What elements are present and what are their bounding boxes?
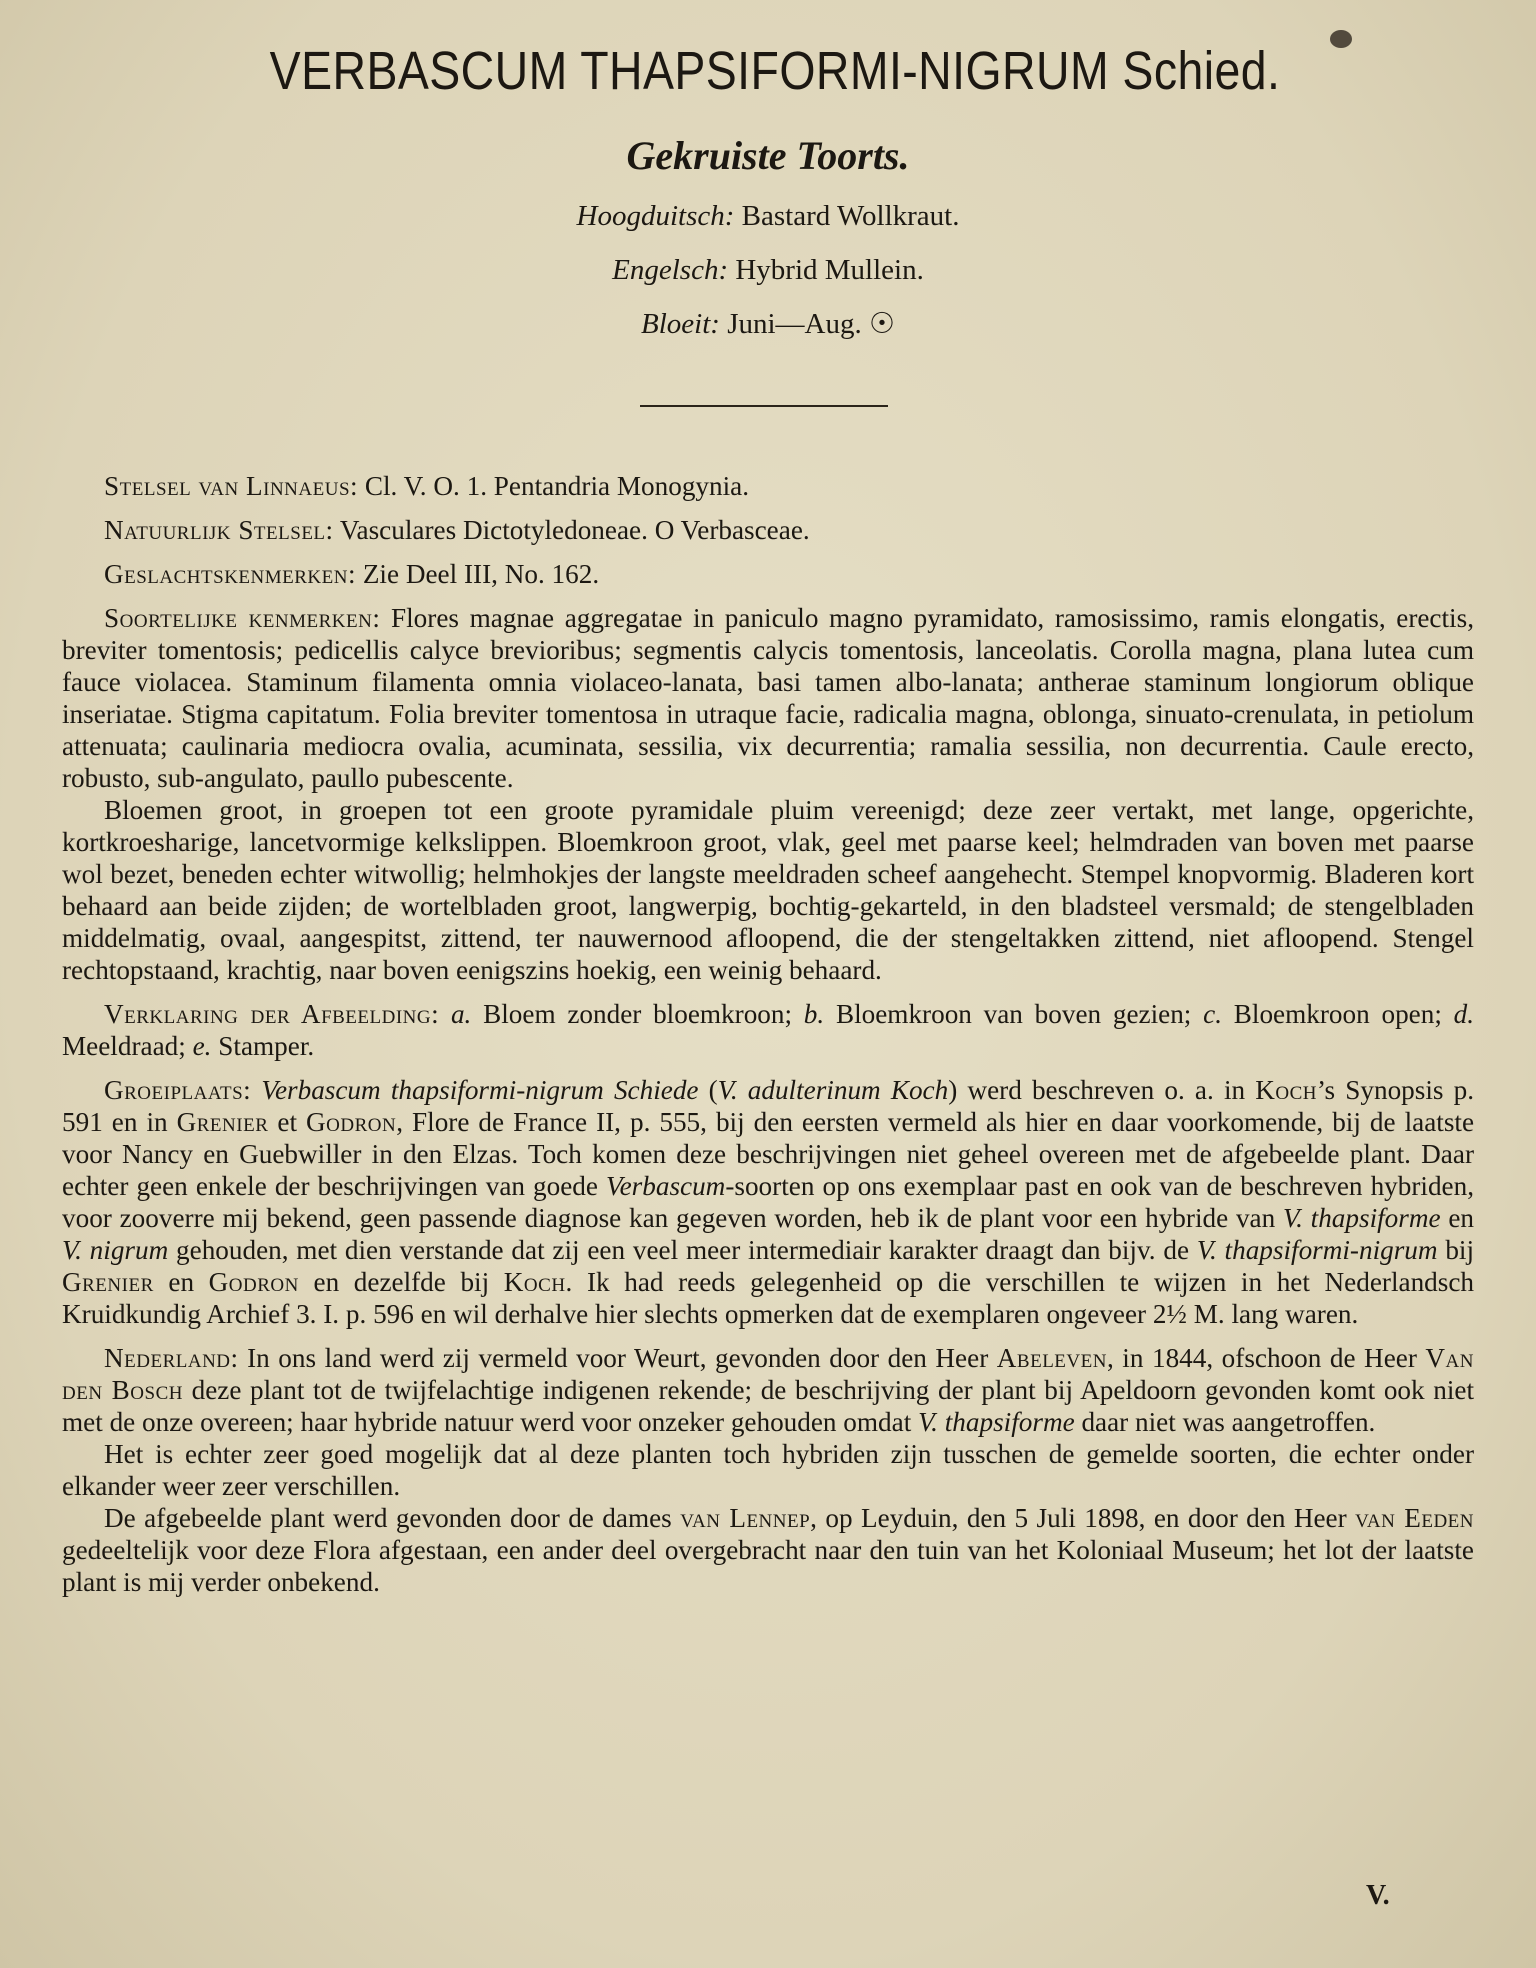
genus-paragraph	[62, 558, 1474, 590]
page-subtitle: Gekruiste Toorts.	[626, 133, 910, 178]
nl-text: deze plant tot de twijfelachtige indigenen rekende; de beschrijving der plant bij Apeldoorn gevonden komt ook niet met de onze overeen; haar hybride natuur werd voor onzeker gehouden omdat	[62, 1375, 1474, 1437]
habitat-text: gehouden, met dien verstande dat zij een veel meer intermediair karakter draagt dan bijv. de	[176, 1235, 1190, 1265]
nl-text: daar niet was aangetroffen.	[1081, 1407, 1376, 1437]
species-name: V. thapsiformi-nigrum	[1196, 1235, 1438, 1265]
english-name-line	[0, 254, 1536, 287]
natural-paragraph	[62, 514, 1474, 546]
hybrid-paragraph: Het is echter zeer goed mogelijk dat al deze planten toch hybriden zijn tusschen de gemelde soorten, die echter onder elkander weer zeer verschillen.	[62, 1439, 1474, 1501]
figure-key: e.	[192, 1031, 212, 1061]
person-name: van Eeden	[1355, 1503, 1475, 1533]
german-name-line	[0, 200, 1536, 233]
author-name: Grenier	[176, 1107, 269, 1137]
section-label: Geslachtskenmerken:	[104, 559, 357, 589]
section-label: Stelsel van Linnaeus:	[104, 471, 359, 501]
figure-text: Meeldraad;	[62, 1031, 186, 1061]
bloom-label: Bloeit:	[641, 308, 720, 340]
author-signature: V.	[1366, 1880, 1390, 1911]
origin-text: De afgebeelde plant werd gevonden door de dames	[104, 1503, 672, 1533]
habitat-text: en dezelfde bij	[313, 1267, 490, 1297]
nl-text: , in 1844, ofschoon de Heer	[1106, 1343, 1417, 1373]
species-dutch-paragraph: Bloemen groot, in groepen tot een groote pyramidale pluim vereenigd; deze zeer vertakt, met lange, opgerichte, kortkroesharige, lancetvormige kelkslippen. Bloemkroon groot, vlak, geel met paarse keel; helmdraden van boven met paarse wol bezet, beneden echter witwollig; helmhokjes der langste meeldraden scheef aangehecht. Stempel knopvormig. Bladeren kort behaard aan beide zijden; de wortelbladen groot, langwerpig, bochtig-gekarteld, in den bladsteel versmald; de stengelbladen middelmatig, ovaal, aangespitst, zittend, ter nauwernood afloopend, die der stengeltakken zittend, niet afloopend. Stengel rechtopstaand, krachtig, naar boven eenigszins hoekig, een weinig behaard.	[62, 795, 1474, 985]
section-label: Soortelijke kenmerken:	[104, 603, 381, 633]
origin-text: , op Leyduin, den 5 Juli 1898, en door den Heer	[810, 1503, 1347, 1533]
english-value: Hybrid Mullein.	[735, 254, 924, 286]
habitat-text: et	[277, 1107, 298, 1137]
author-name: Godron	[306, 1107, 397, 1137]
origin-text: gedeeltelijk voor deze Flora afgestaan, een ander deel overgebracht naar den tuin van het Koloniaal Museum; het lot der laatste plant is mij verder onbekend.	[62, 1535, 1474, 1597]
synonym-name: V. adulterinum Koch	[717, 1075, 949, 1105]
nl-text: In ons land werd zij vermeld voor Weurt, gevonden door den Heer	[247, 1343, 989, 1373]
section-label: Nederland:	[104, 1343, 239, 1373]
author-name: Grenier	[62, 1267, 154, 1297]
habitat-text: . Ik had reeds gelegenheid op die verschillen te wijzen in het Nederlandsch Kruidkundig Archief 3. I. p. 596 en wil derhalve hier slechts opmerken dat de exemplaren ongeveer 2½ M. lang waren.	[62, 1267, 1474, 1329]
linnaeus-paragraph	[62, 470, 1474, 502]
figure-key: b.	[803, 999, 825, 1029]
author-name: Koch	[1255, 1075, 1317, 1105]
genus-text: Zie Deel III, No. 162.	[362, 559, 600, 589]
habitat-text: , Flore de France II, p. 555, bij den eersten vermeld als hier en daar voorkomende, bij de laatste voor Nancy en Guebwiller in den Elzas. Toch komen deze beschrijvingen niet geheel overeen met de afgebeelde plant. Daar echter geen enkele der beschrijvingen van goede	[62, 1107, 1475, 1201]
body-text	[62, 470, 1474, 1598]
figure-key: d.	[1453, 999, 1475, 1029]
natural-text: Vasculares Dictotyledoneae. O Verbasceae.	[339, 515, 810, 545]
figure-key: a.	[450, 999, 472, 1029]
person-name: van Lennep	[680, 1503, 811, 1533]
habitat-paragraph	[62, 1074, 1474, 1330]
author-name: Koch	[503, 1267, 566, 1297]
habitat-text: en	[1448, 1203, 1475, 1233]
german-label: Hoogduitsch:	[576, 200, 735, 232]
figure-paragraph	[62, 998, 1474, 1062]
paren: (	[708, 1075, 718, 1105]
species-name: V. nigrum	[62, 1235, 169, 1265]
page-title: VERBASCUM THAPSIFORMI-NIGRUM Schied.	[269, 41, 1281, 101]
figure-text: Stamper.	[218, 1031, 315, 1061]
section-label: Natuurlijk Stelsel:	[104, 515, 334, 545]
author-name: Godron	[208, 1267, 299, 1297]
genus-name: Verbascum	[606, 1171, 726, 1201]
person-name: Van den Bosch	[62, 1343, 1474, 1405]
paren: )	[948, 1075, 958, 1105]
section-label: Groeiplaats:	[104, 1075, 252, 1105]
bloom-value: Juni—Aug. ☉	[727, 308, 895, 340]
ink-blot	[1330, 30, 1352, 48]
divider	[640, 405, 888, 407]
species-name: V. thapsiforme	[1282, 1203, 1441, 1233]
habitat-text: werd beschreven o. a. in	[967, 1075, 1246, 1105]
species-text: Flores magnae aggregatae in paniculo magno pyramidato, ramosissimo, ramis elongatis, erectis, breviter tomentosis; pedicellis calyce brevioribus; segmentis calycis tomentosis, lanceolatis. Corolla magna, plana lutea cum fauce violacea. Staminum filamenta omnia violaceo-lanata, basi tamen albo-lanata; antherae staminum longiorum oblique inseriatae. Stigma capitatum. Folia breviter tomentosa in utraque facie, radicalia magna, oblonga, sinuato-crenulata, in petiolum attenuata; caulinaria mediocra ovalia, acuminata, sessilia, vix decurrentia; ramalia sessilia, non decurrentia. Caule erecto, robusto, sub-angulato, paullo pubescente.	[62, 603, 1474, 793]
section-label: Verklaring der Afbeelding:	[104, 999, 440, 1029]
netherlands-paragraph	[62, 1342, 1474, 1438]
habitat-text: ’s Synopsis p. 591 en in	[62, 1075, 1475, 1137]
bloom-line	[0, 306, 1536, 341]
habitat-text: bij	[1445, 1235, 1475, 1265]
habitat-text: en	[168, 1267, 195, 1297]
species-paragraph	[62, 602, 1474, 794]
species-name: V. thapsiforme	[918, 1407, 1075, 1437]
figure-key: c.	[1203, 999, 1223, 1029]
linnaeus-text: Cl. V. O. 1. Pentandria Monogynia.	[364, 471, 750, 501]
species-name: Verbascum thapsiformi-nigrum Schiede	[261, 1075, 699, 1105]
person-name: Abeleven	[996, 1343, 1107, 1373]
figure-text: Bloem zonder bloemkroon;	[483, 999, 793, 1029]
german-value: Bastard Wollkraut.	[741, 200, 960, 232]
origin-paragraph	[62, 1502, 1474, 1598]
habitat-text: -soorten op ons exemplaar past en ook van de beschreven hybriden, voor zooverre mij bekend, geen passende diagnose kan gegeven worden, heb ik de plant voor een hybride van	[62, 1171, 1475, 1233]
figure-text: Bloemkroon van boven gezien;	[835, 999, 1192, 1029]
figure-text: Bloemkroon open;	[1233, 999, 1442, 1029]
english-label: Engelsch:	[612, 254, 729, 286]
